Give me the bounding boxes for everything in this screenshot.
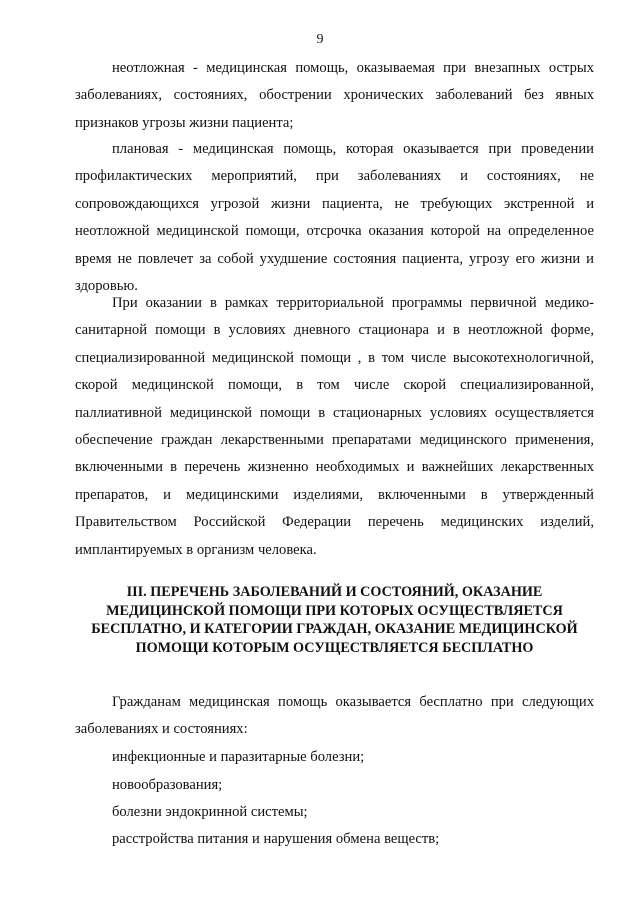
list-item: болезни эндокринной системы; (112, 804, 308, 820)
paragraph-planned-care: плановая - медицинская помощь, которая оказывается при проведении профилактических мероприятий, при заболеваниях и состояниях, не сопровождающихся угрозой жизни пациента, не требующих экстренной и неотложной медицинской помощи, отсрочка оказания которой на определенное время не повлечет за собой ухудшение состояния пациента, угрозу его жизни и здоровью. (75, 141, 594, 295)
list-item: расстройства питания и нарушения обмена веществ; (112, 831, 440, 847)
paragraph-urgent-care: неотложная - медицинская помощь, оказываемая при внезапных острых заболеваниях, состояниях, обострении хронических заболеваний без явных признаков угрозы жизни пациента; (75, 60, 594, 131)
list-item: новообразования; (112, 777, 223, 793)
section-heading: III. ПЕРЕЧЕНЬ ЗАБОЛЕВАНИЙ И СОСТОЯНИЙ, ОКАЗАНИЕ МЕДИЦИНСКОЙ ПОМОЩИ ПРИ КОТОРЫХ ОСУЩЕСТВЛЯЕТСЯ БЕСПЛАТНО, И КАТЕГОРИИ ГРАЖДАН, ОКАЗАНИЕ МЕДИЦИНСКОЙ ПОМОЩИ КОТОРЫМ ОСУЩЕСТВЛЯЕТСЯ БЕСПЛАТНО (91, 584, 578, 656)
paragraph-medication-provision: При оказании в рамках территориальной программы первичной медико-санитарной помощи в условиях дневного стационара и в неотложной форме, специализированной медицинской помощи , в том числе высокотехнологичной, скорой медицинской помощи, в том числе скорой специализированной, паллиативной медицинской помощи в стационарных условиях осуществляется обеспечение граждан лекарственными препаратами медицинского применения, включенными в перечень жизненно необходимых и важнейших лекарственных препаратов, и медицинскими изделиями, включенными в утвержденный Правительством Российской Федерации перечень медицинских изделий, имплантируемых в организм человека. (75, 295, 594, 558)
paragraph-section-intro: Гражданам медицинская помощь оказывается бесплатно при следующих заболеваниях и состояниях: (75, 694, 594, 738)
page-number: 9 (316, 32, 324, 47)
list-item: инфекционные и паразитарные болезни; (112, 749, 365, 765)
